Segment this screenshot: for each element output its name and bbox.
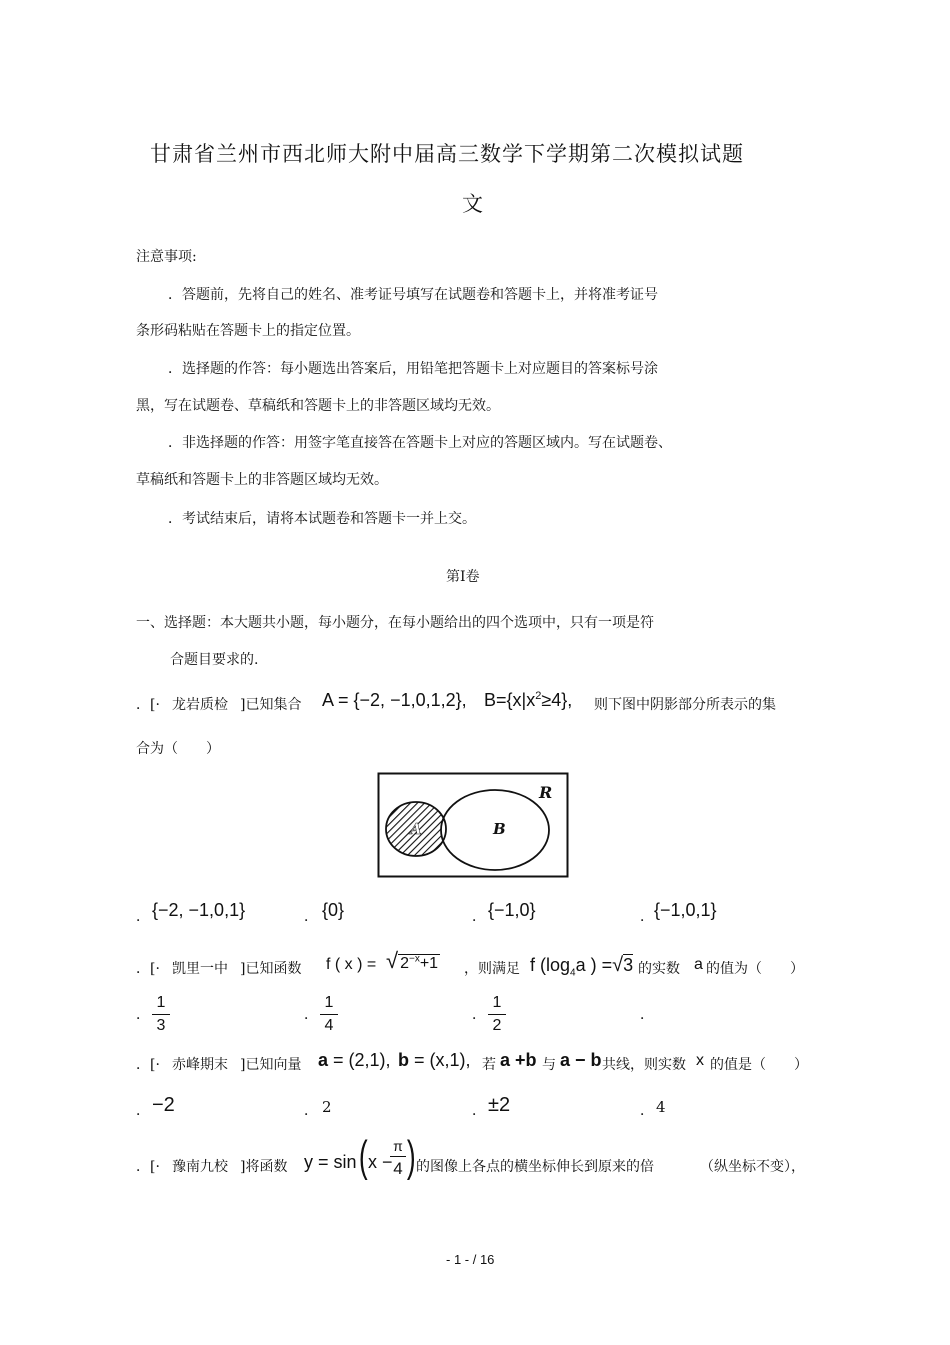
- q3-vec-b-symbol: b: [398, 1050, 409, 1070]
- q2-sqrt-exp: −x: [408, 953, 420, 965]
- q2-text-a: ]已知函数: [240, 961, 302, 977]
- notice-item-4: ．考试结束后，请将本试题卷和答题卡一并上交。: [168, 511, 476, 527]
- venn-label-r: R: [539, 783, 553, 802]
- q2-func: f ( x ) =: [326, 956, 377, 973]
- notice-item-3-line2: 草稿纸和答题卡上的非答题区域均无效。: [136, 472, 388, 488]
- q3-vec-a-symbol: a: [318, 1050, 329, 1070]
- q2-source: 凯里一中: [172, 961, 228, 977]
- q2-option-c-den: 2: [492, 1017, 502, 1034]
- page-number: - 1 - / 16: [446, 1252, 495, 1267]
- q2-cond: f ($\log_4a$ ) =√3: [530, 954, 634, 979]
- q3-text-a: ]已知向量: [240, 1057, 302, 1073]
- notice-item-2-line2: 黑，写在试题卷、草稿纸和答题卡上的非答题区域均无效。: [136, 398, 500, 414]
- q3-vec-b: [398, 1050, 471, 1071]
- q1-set-a: A = {−2, −1,0,1,2},: [322, 690, 467, 710]
- q2-text-c: 的实数: [638, 961, 680, 977]
- q2-option-b-num: 1: [324, 994, 334, 1011]
- q2-option-a-den: 3: [156, 1017, 166, 1034]
- q1-set-b-exp: 2: [535, 690, 542, 702]
- venn-label-a: A: [410, 820, 422, 838]
- q1-option-c[interactable]: {−1,0}: [488, 900, 536, 920]
- q1-option-d[interactable]: {−1,0,1}: [654, 900, 717, 920]
- q2-option-a[interactable]: [152, 994, 170, 1035]
- q4-four: 4: [393, 1159, 403, 1178]
- q2-cond-sqrt: 3: [623, 955, 634, 975]
- q3-option-b[interactable]: 2: [322, 1098, 332, 1116]
- q2-cond-head: f (log: [530, 955, 571, 975]
- q2-sqrt-tail: +1: [419, 955, 439, 972]
- q1-text-a: ]已知集合: [240, 697, 302, 713]
- notice-item-2-line1: ．选择题的作答：每小题选出答案后，用铅笔把答题卡上对应题目的答案标号涂: [168, 361, 658, 377]
- q4-paren-left: (: [358, 1132, 368, 1181]
- notice-item-3-line1: ．非选择题的作答：用签字笔直接答在答题卡上对应的答题区域内。写在试题卷、: [168, 435, 672, 451]
- q2-option-b-den: 4: [324, 1017, 334, 1034]
- doc-title-line2: 文: [462, 192, 484, 216]
- q1-text-b: 则下图中阴影部分所表示的集: [594, 697, 776, 713]
- q3-option-a[interactable]: −2: [152, 1094, 175, 1116]
- q2-option-d[interactable]: ．: [640, 1007, 654, 1023]
- notice-item-1-line1: ．答题前，先将自己的姓名、准考证号填写在试题卷和答题卡上，并将准考证号: [168, 287, 658, 303]
- q2-option-a-num: 1: [156, 994, 166, 1011]
- q3-text-d: 共线，则实数: [602, 1057, 686, 1073]
- q4-pi: π: [393, 1138, 403, 1154]
- q3-text-b: 若: [482, 1057, 496, 1073]
- q3-prefix: ．[·: [136, 1057, 160, 1073]
- q4-func: y = sin: [304, 1152, 357, 1172]
- q2-option-c[interactable]: [488, 994, 506, 1035]
- doc-title-line1: 甘肃省兰州市西北师大附中届高三数学下学期第二次模拟试题: [150, 142, 744, 166]
- section-label: 第Ⅰ卷: [446, 569, 480, 585]
- q4-source: 豫南九校: [172, 1159, 228, 1175]
- q1-set-b: [484, 690, 572, 711]
- q3-option-d[interactable]: 4: [656, 1098, 666, 1116]
- q4-text-b: 的图像上各点的横坐标伸长到原来的倍: [416, 1159, 654, 1175]
- q1-option-a[interactable]: {−2, −1,0,1}: [152, 900, 246, 920]
- q2-var: a: [694, 956, 703, 973]
- q3-var: x: [696, 1052, 704, 1069]
- q3-text-c: 与: [542, 1057, 556, 1073]
- q4-text-c: （纵坐标不变），: [700, 1159, 805, 1175]
- q2-text-b: ，则满足: [464, 961, 520, 977]
- section-heading-line1: 一、选择题：本大题共小题，每小题分，在每小题给出的四个选项中，只有一项是符: [136, 615, 654, 631]
- venn-label-b: B: [493, 820, 506, 838]
- q4-inner-x: x −: [368, 1152, 393, 1172]
- q3-vec-a: [318, 1050, 391, 1071]
- q1-set-b-pre: B={x|x: [484, 690, 536, 710]
- q2-option-b[interactable]: [320, 994, 338, 1035]
- q1-set-b-post: ≥4},: [541, 690, 573, 710]
- q2-option-c-num: 1: [492, 994, 502, 1011]
- q4-prefix: ．[·: [136, 1159, 160, 1175]
- q3-option-c[interactable]: ±2: [488, 1094, 511, 1116]
- q1-source: 龙岩质检: [172, 697, 228, 713]
- q2-sqrt-body: 2: [400, 955, 409, 972]
- q1-line2: 合为（ ）: [136, 741, 220, 757]
- q3-vec-a-value: = (2,1),: [333, 1050, 391, 1070]
- q2-cond-tail: a ) =: [575, 955, 613, 975]
- q2-sqrt: √ $2^{-x}+1$: [386, 948, 439, 973]
- q3-sum: a +b: [500, 1050, 537, 1070]
- q3-text-e: 的值是（ ）: [710, 1057, 808, 1073]
- q4-text-a: ]将函数: [240, 1159, 288, 1175]
- q3-vec-b-value: = (x,1),: [414, 1050, 471, 1070]
- notice-item-1-line2: 条形码粘贴在答题卡上的指定位置。: [136, 323, 360, 339]
- q3-diff: a − b: [560, 1050, 602, 1070]
- q1-option-b[interactable]: {0}: [322, 900, 345, 920]
- section-heading-line2: 合题目要求的.: [170, 652, 259, 668]
- q3-source: 赤峰期末: [172, 1057, 228, 1073]
- q2-text-d: 的值为（ ）: [706, 961, 804, 977]
- q4-paren-right: ): [406, 1132, 416, 1181]
- q1-prefix: ．[·: [136, 697, 160, 713]
- q4-fraction: [390, 1138, 406, 1179]
- q2-cond-sub: 4: [570, 967, 576, 979]
- venn-diagram: [377, 772, 569, 878]
- notice-heading: 注意事项:: [136, 249, 197, 265]
- q2-prefix: ．[·: [136, 961, 160, 977]
